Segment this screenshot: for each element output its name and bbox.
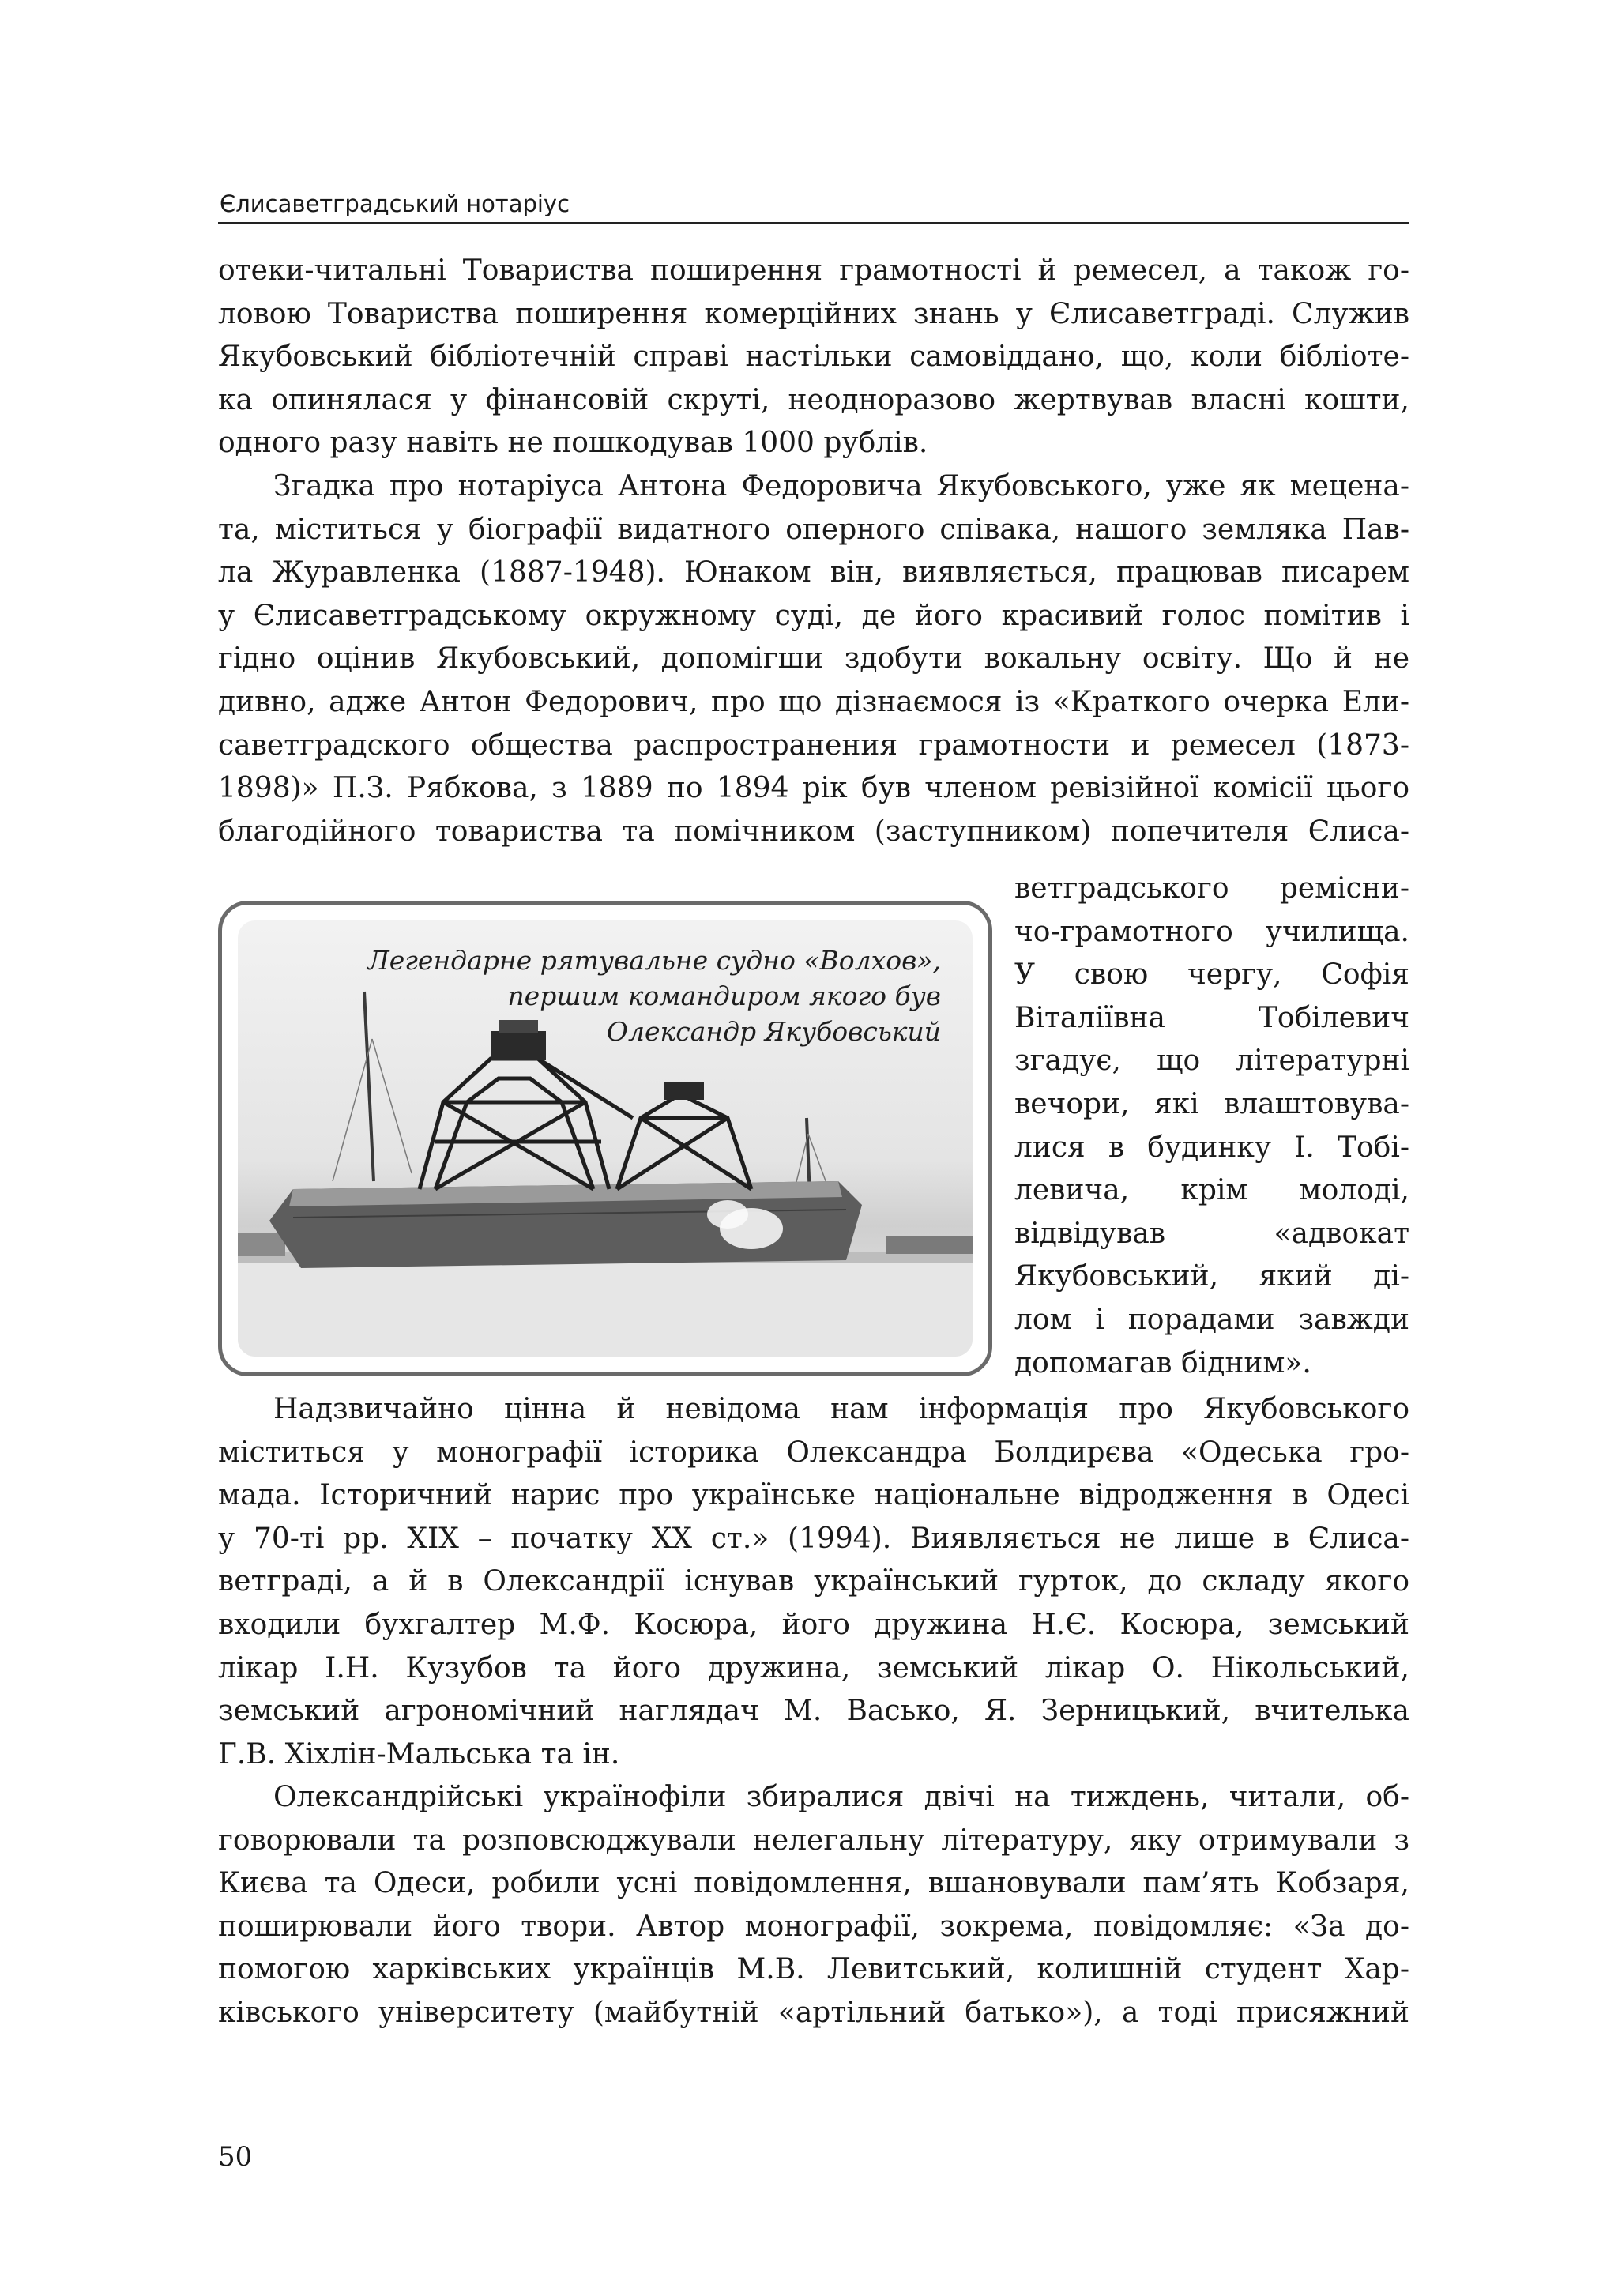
text-line: ла Журавленка (1887-1948). Юнаком він, виявляється, працював писарем xyxy=(218,556,1409,589)
text-line: чо-грамотного училища. xyxy=(1014,915,1409,948)
paragraph-2-wrapped xyxy=(1014,868,1409,1385)
text-line: та, міститься у біографії видатного оперного співака, нашого земляка Пав- xyxy=(218,513,1409,546)
text-line: левича, крім молоді, xyxy=(1014,1174,1409,1207)
text-line: У свою чергу, Софія xyxy=(1014,958,1409,992)
text-line: у 70-ті рр. XIX – початку XX ст.» (1994). Виявляється не лише в Єлиса- xyxy=(218,1522,1409,1555)
text-line: помогою харківських українців М.В. Левитський, колишній студент Хар- xyxy=(218,1953,1409,1986)
text-line: входили бухгалтер М.Ф. Косюра, його дружина Н.Є. Косюра, земський xyxy=(218,1608,1409,1641)
text-line: згадує, що літературні xyxy=(1014,1044,1409,1078)
text-line: ківського університету (майбутній «артільний батько»), а тоді присяжний xyxy=(218,1996,1409,2029)
text-line: поширювали його твори. Автор монографії, зокрема, повідомляє: «За до- xyxy=(218,1910,1409,1943)
text-line: земський агрономічний наглядач М. Васько, Я. Зерницький, вчителька xyxy=(218,1695,1409,1728)
text-line: 1898)» П.З. Рябкова, з 1889 по 1894 рік був членом ревізійної комісії цього xyxy=(218,772,1409,805)
text-line: гідно оцінив Якубовський, допомігши здобути вокальну освіту. Що й не xyxy=(218,642,1409,676)
text-line: Віталіївна Тобілевич xyxy=(1014,1001,1409,1034)
paragraph-2 xyxy=(218,465,1409,853)
text-line: благодійного товариства та помічником (заступником) попечителя Єлиса- xyxy=(218,815,1409,848)
running-title: Єлисаветградський нотаріус xyxy=(220,190,570,217)
figure-caption xyxy=(367,943,941,1049)
text-line: саветградского общества распространения грамотности и ремесел (1873- xyxy=(218,728,1409,762)
ship-photo xyxy=(238,920,973,1357)
text-line: відвідував «адвокат xyxy=(1014,1217,1409,1250)
text-line: міститься у монографії історика Олександра Болдирєва «Одеська гро- xyxy=(218,1436,1409,1469)
text-line: дивно, адже Антон Федорович, про що дізнаємося із «Краткого очерка Ели- xyxy=(218,685,1409,718)
text-line: Олександрійські українофіли збиралися двічі на тиждень, читали, об- xyxy=(273,1781,1409,1813)
text-line: одного разу навіть не пошкодував 1000 рублів. xyxy=(218,427,928,460)
text-line: Києва та Одеси, робили усні повідомлення, вшановували пам’ять Кобзаря, xyxy=(218,1867,1409,1900)
text-line: Згадка про нотаріуса Антона Федоровича Якубовського, уже як мецена- xyxy=(273,470,1409,502)
text-line: вечори, які влаштовува- xyxy=(1014,1087,1409,1120)
paragraph-4 xyxy=(218,1776,1409,2035)
text-line: ветградського ремісни- xyxy=(1014,872,1409,905)
text-line: Г.В. Хіхлін-Мальська та ін. xyxy=(218,1737,620,1771)
text-line: Якубовський бібліотечній справі настільки самовіддано, що, коли бібліоте- xyxy=(218,341,1409,374)
text-line: отеки-читальні Товариства поширення грамотності й ремесел, а також го- xyxy=(218,254,1409,287)
text-line: Якубовський, який ді- xyxy=(1014,1260,1409,1293)
caption-line: Олександр Якубовський xyxy=(606,1016,941,1047)
caption-line: Легендарне рятувальне судно «Волхов», xyxy=(367,945,941,976)
text-line: допомагав бідним». xyxy=(1014,1346,1311,1379)
running-header xyxy=(218,188,1409,224)
caption-line: першим командиром якого був xyxy=(507,981,941,1011)
text-line: мада. Історичний нарис про українське національне відродження в Одесі xyxy=(218,1479,1409,1512)
figure-frame xyxy=(218,901,992,1376)
text-line: говорювали та розповсюджували нелегальну літературу, яку отримували з xyxy=(218,1824,1409,1857)
text-line: ка опинялася у фінансовій скруті, неодноразово жертвував власні кошти, xyxy=(218,383,1409,416)
text-line: у Єлисаветградському окружному суді, де його красивий голос помітив і xyxy=(218,599,1409,632)
text-line: ветграді, а й в Олександрії існував український гурток, до складу якого xyxy=(218,1565,1409,1598)
text-line: лися в будинку І. Тобі- xyxy=(1014,1131,1409,1164)
text-line: Надзвичайно цінна й невідома нам інформація про Якубовського xyxy=(273,1393,1409,1425)
text-line: ловою Товариства поширення комерційних знань у Єлисаветграді. Служив xyxy=(218,297,1409,330)
paragraph-3 xyxy=(218,1388,1409,1776)
paragraph-1 xyxy=(218,250,1409,465)
text-line: лом і порадами завжди xyxy=(1014,1303,1409,1336)
text-line: лікар І.Н. Кузубов та його дружина, земський лікар О. Нікольський, xyxy=(218,1651,1409,1684)
page-number: 50 xyxy=(218,2141,253,2173)
